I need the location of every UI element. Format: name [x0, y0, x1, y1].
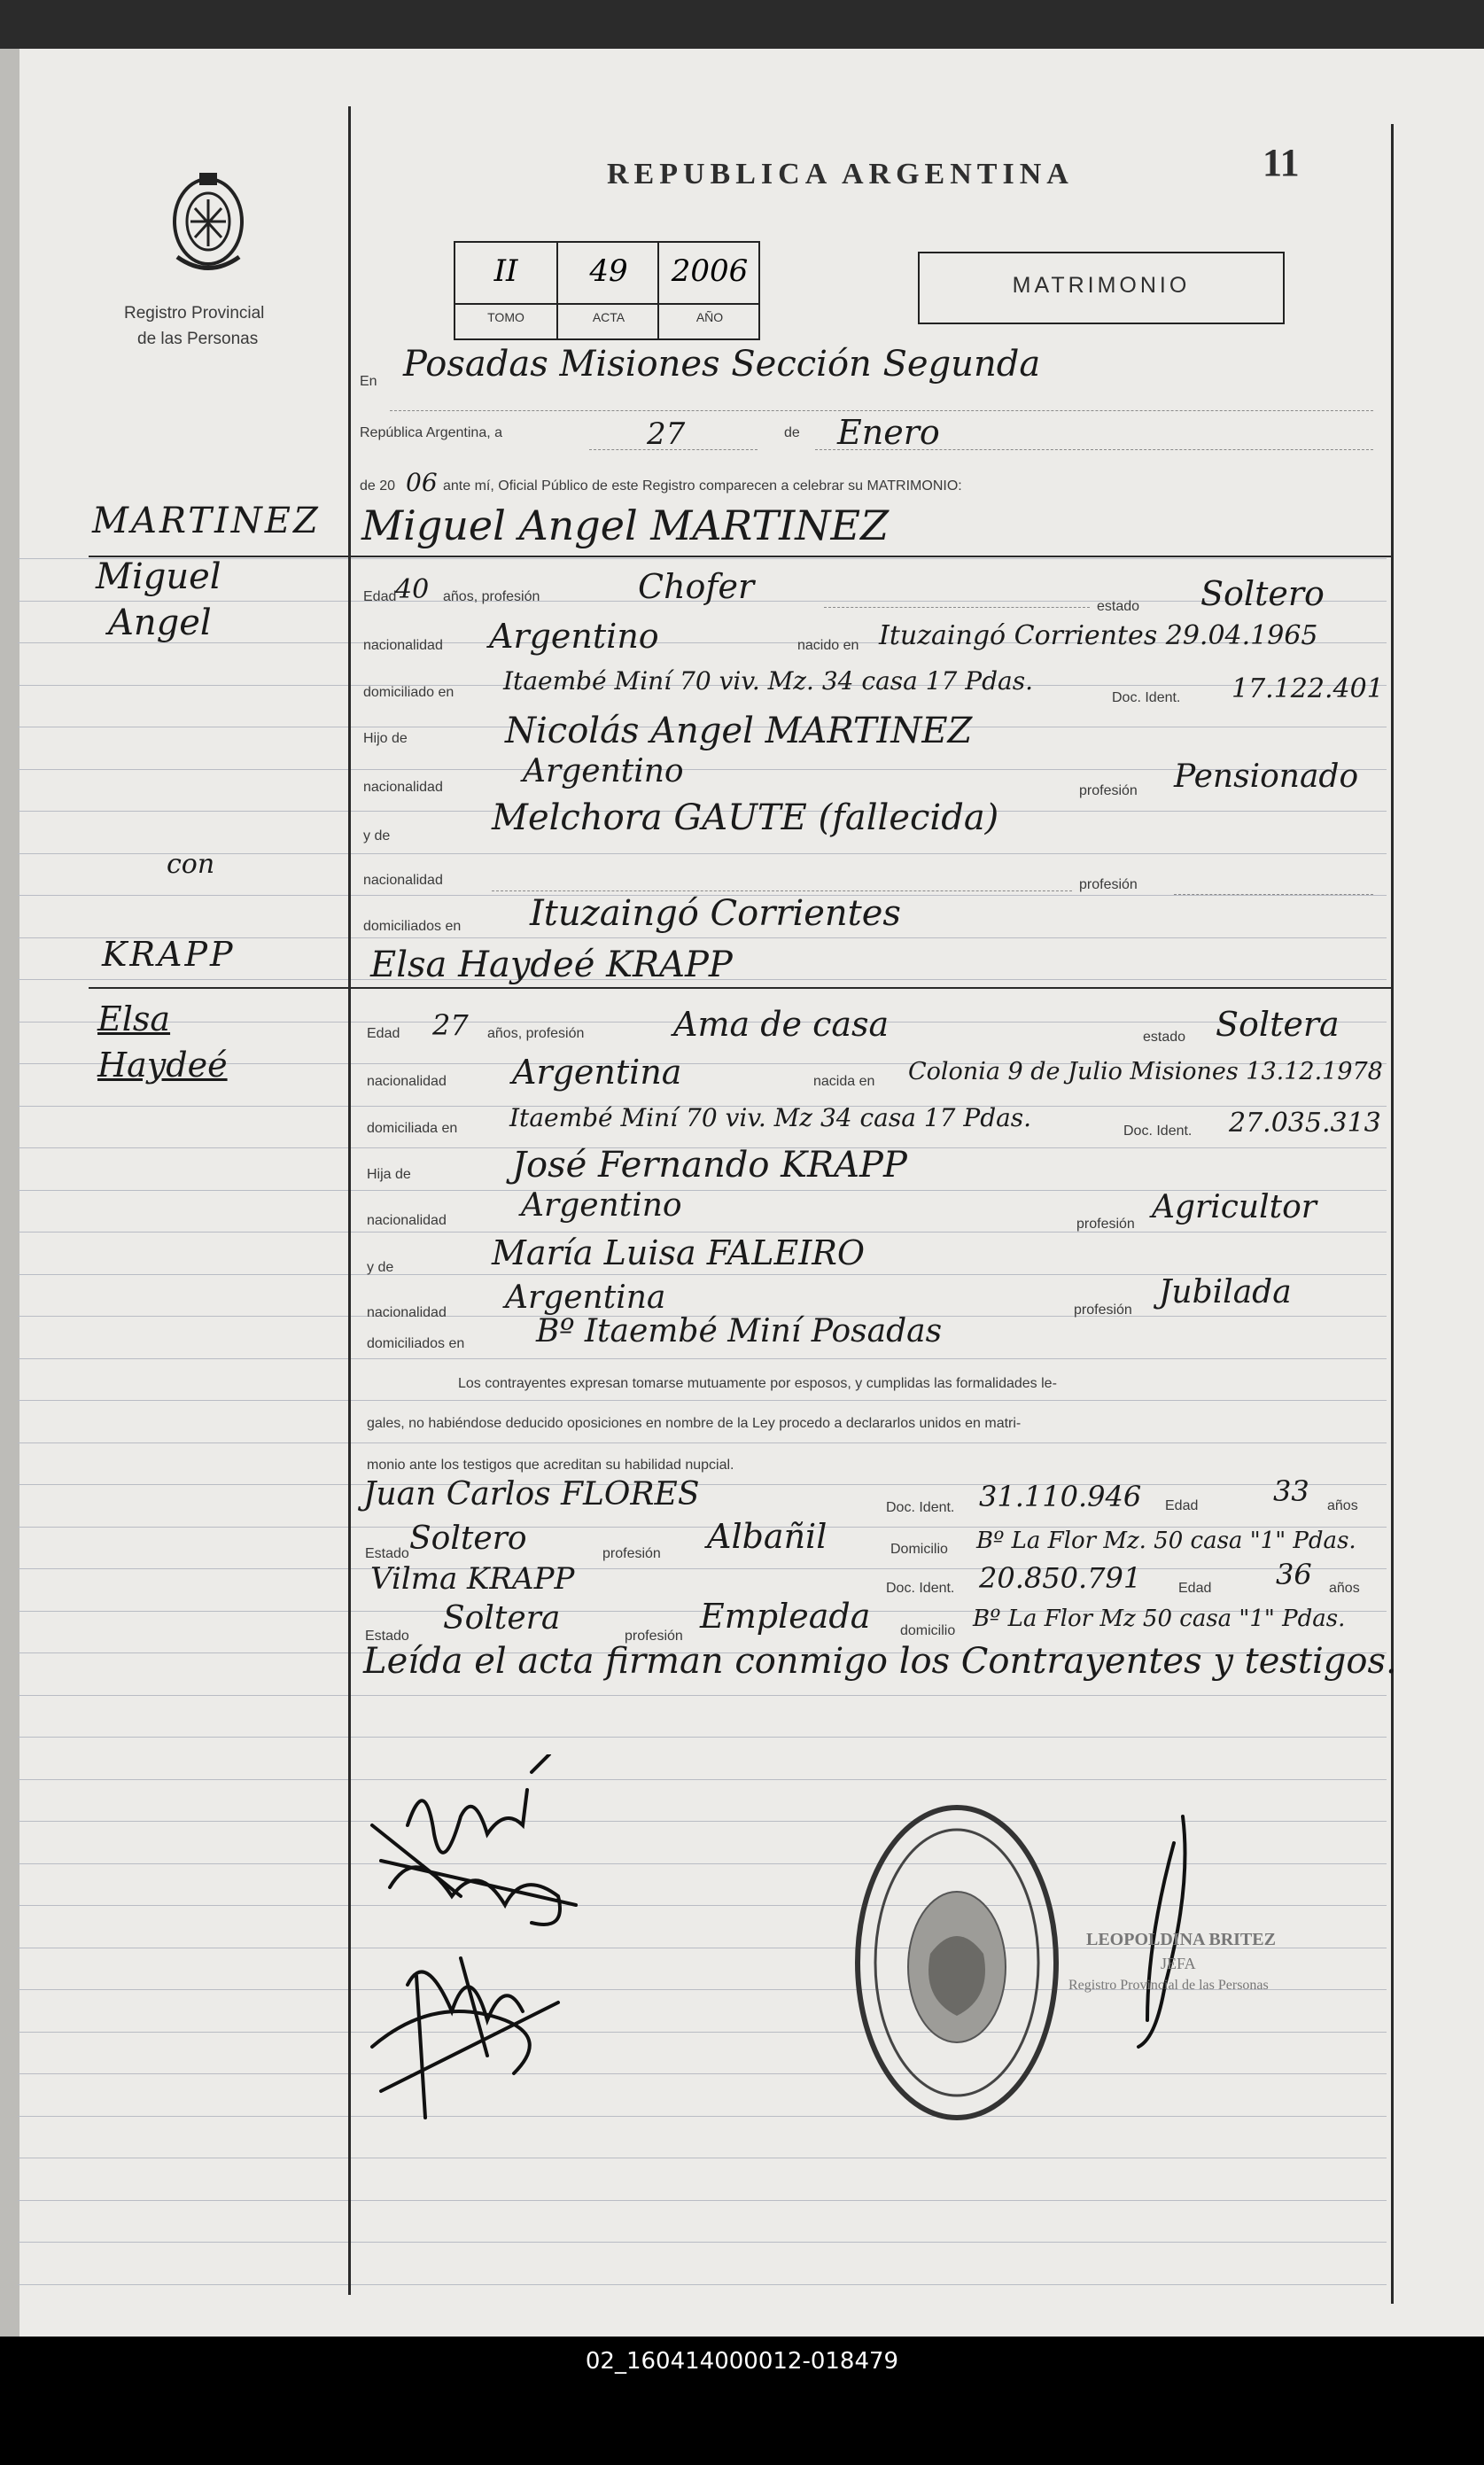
- opening-statement: ante mí, Oficial Público de este Registro comparecen a celebrar su MATRIMONIO:: [443, 478, 962, 494]
- registry-name-line1: Registro Provincial: [124, 304, 265, 323]
- margin-bride-given2: Haydeé: [97, 1046, 228, 1085]
- ref-cell-año: [657, 243, 760, 338]
- bride-father-nationality: Argentino: [521, 1187, 682, 1224]
- groom-father-prof-label: profesión: [1079, 783, 1138, 798]
- page-number: 11: [1263, 141, 1300, 184]
- bride-hija-label: Hija de: [367, 1167, 411, 1182]
- ref-label: ACTA: [592, 310, 625, 324]
- groom-address: Itaembé Miní 70 viv. Mz. 34 casa 17 Pdas.: [503, 666, 1033, 696]
- witness1-profession: Albañil: [707, 1517, 827, 1556]
- groom-profession-line: [824, 606, 1090, 608]
- groom-nacido-label: nacido en: [797, 638, 859, 653]
- witness1-estado-label: Estado: [365, 1546, 409, 1561]
- groom-birth: Ituzaingó Corrientes 29.04.1965: [879, 620, 1318, 651]
- bride-section-top-line: [89, 987, 1391, 989]
- bride-birth: Colonia 9 de Julio Misiones 13.12.1978: [908, 1058, 1383, 1085]
- witness2-profesion-label: profesión: [625, 1629, 683, 1644]
- groom-estado-label: estado: [1097, 599, 1140, 614]
- groom-father: Nicolás Angel MARTINEZ: [505, 711, 973, 751]
- witness1-doc-id: 31.110.946: [979, 1480, 1142, 1513]
- country-title: REPUBLICA ARGENTINA: [607, 158, 1074, 191]
- place-line: [390, 409, 1373, 411]
- ref-value: 2006: [659, 243, 760, 305]
- ruled-line: [18, 1358, 1387, 1359]
- groom-mother-prof-label: profesión: [1079, 877, 1138, 892]
- groom-father-nat-label: nacionalidad: [363, 780, 443, 795]
- witness1-anos-label: años: [1327, 1498, 1358, 1513]
- republica-label: República Argentina, a: [360, 425, 502, 440]
- ruled-line: [18, 1695, 1387, 1696]
- witness1-name: Juan Carlos FLORES: [363, 1476, 700, 1512]
- en-label: En: [360, 374, 377, 389]
- groom-profesion-label: años, profesión: [443, 589, 540, 604]
- bride-domiciliados-label: domiciliados en: [367, 1336, 465, 1351]
- signatures-icon: [354, 1754, 602, 2144]
- official-name: LEOPOLDINA BRITEZ: [1086, 1930, 1276, 1949]
- groom-father-nationality: Argentino: [523, 753, 684, 789]
- witness2-profession: Empleada: [700, 1597, 871, 1636]
- bride-doc-label: Doc. Ident.: [1123, 1124, 1193, 1139]
- groom-age: 40: [395, 574, 430, 605]
- witness2-anos-label: años: [1329, 1581, 1360, 1596]
- witness2-edad-label: Edad: [1178, 1581, 1212, 1596]
- witness1-civil-status: Soltero: [409, 1520, 527, 1557]
- ruled-line: [18, 853, 1387, 854]
- registry-emblem-icon: [159, 168, 257, 284]
- ruled-line: [18, 1737, 1387, 1738]
- witness1-domicilio-label: Domicilio: [890, 1542, 948, 1557]
- groom-full-name: Miguel Angel MARTINEZ: [361, 502, 890, 549]
- doc-type-label: MATRIMONIO: [1012, 273, 1191, 298]
- doc-type-box: [918, 252, 1285, 324]
- margin-bride-surname: KRAPP: [102, 935, 236, 974]
- bride-domiciliada-label: domiciliada en: [367, 1121, 458, 1136]
- bride-nacionalidad-label: nacionalidad: [367, 1074, 447, 1089]
- bride-father-prof-label: profesión: [1076, 1217, 1135, 1232]
- margin-bride-given1: Elsa: [97, 999, 171, 1038]
- ruled-line: [18, 2073, 1387, 2074]
- bride-profesion-label: años, profesión: [487, 1026, 585, 1041]
- bride-father: José Fernando KRAPP: [512, 1145, 907, 1186]
- witness2-estado-label: Estado: [365, 1629, 409, 1644]
- bride-civil-status: Soltera: [1216, 1005, 1340, 1044]
- registry-seal-icon: [851, 1794, 1063, 2131]
- witness1-profesion-label: profesión: [602, 1546, 661, 1561]
- witness2-doc-label: Doc. Ident.: [886, 1581, 955, 1596]
- margin-divider: [348, 106, 351, 2295]
- groom-domiciliado-label: domiciliado en: [363, 685, 455, 700]
- bride-mother: María Luisa FALEIRO: [492, 1233, 865, 1272]
- margin-connector: con: [167, 849, 215, 880]
- ruled-line: [18, 1400, 1387, 1401]
- closing-statement: Leída el acta firman conmigo los Contrayentes y testigos.: [363, 1641, 1397, 1682]
- groom-civil-status: Soltero: [1200, 574, 1325, 613]
- witness2-doc-id: 20.850.791: [979, 1561, 1142, 1595]
- bride-mother-prof-label: profesión: [1074, 1302, 1132, 1318]
- groom-nacionalidad-label: nacionalidad: [363, 638, 443, 653]
- margin-groom-surname: MARTINEZ: [92, 501, 321, 541]
- groom-nationality: Argentino: [489, 617, 659, 656]
- bride-age: 27: [432, 1008, 469, 1042]
- bride-yde-label: y de: [367, 1260, 394, 1275]
- ruled-line: [18, 1568, 1387, 1569]
- ruled-line: [18, 2242, 1387, 2243]
- place-value: Posadas Misiones Sección Segunda: [403, 344, 1041, 385]
- book-spine: [0, 49, 19, 2337]
- witness2-civil-status: Soltera: [443, 1600, 561, 1637]
- ref-label: AÑO: [695, 310, 724, 324]
- bride-mother-nationality: Argentina: [505, 1279, 666, 1316]
- bride-mother-profession: Jubilada: [1159, 1274, 1292, 1310]
- ref-value: II: [455, 243, 556, 305]
- bride-nacida-label: nacida en: [813, 1074, 875, 1089]
- witness1-edad-label: Edad: [1165, 1498, 1199, 1513]
- ref-value: 49: [558, 243, 659, 305]
- bride-nationality: Argentina: [512, 1053, 682, 1092]
- bride-doc-id: 27.035.313: [1229, 1108, 1381, 1139]
- groom-section-top-line: [89, 556, 1391, 557]
- margin-groom-given1: Miguel: [96, 556, 221, 597]
- month-value: Enero: [837, 413, 940, 452]
- bride-father-profession: Agricultor: [1152, 1189, 1317, 1225]
- groom-doc-label: Doc. Ident.: [1112, 690, 1181, 705]
- official-office: Registro Provincial de las Personas: [1068, 1978, 1269, 1993]
- footer-caption: 02_160414000012-018479: [0, 2337, 1484, 2465]
- groom-domiciliados-label: domiciliados en: [363, 919, 462, 934]
- bride-profession: Ama de casa: [673, 1005, 890, 1044]
- witness1-age: 33: [1273, 1474, 1309, 1508]
- bride-father-nat-label: nacionalidad: [367, 1213, 447, 1228]
- year-prefix: de 20: [360, 478, 396, 494]
- bride-parents-address: Bº Itaembé Miní Posadas: [536, 1313, 943, 1349]
- witness2-name: Vilma KRAPP: [370, 1561, 575, 1597]
- bride-edad-label: Edad: [367, 1026, 400, 1041]
- witness2-address: Bº La Flor Mz 50 casa "1" Pdas.: [973, 1606, 1346, 1632]
- ruled-line: [18, 1442, 1387, 1443]
- groom-hijo-label: Hijo de: [363, 731, 408, 746]
- bride-estado-label: estado: [1143, 1030, 1186, 1045]
- declaration-line3: monio ante los testigos que acreditan su habilidad nupcial.: [367, 1458, 734, 1473]
- witness2-age: 36: [1276, 1558, 1312, 1591]
- ref-cell-acta: [556, 243, 659, 338]
- registry-name-line2: de las Personas: [137, 330, 259, 348]
- bride-mother-nat-label: nacionalidad: [367, 1305, 447, 1320]
- year-suffix: 06: [406, 468, 438, 497]
- bride-full-name: Elsa Haydeé KRAPP: [370, 945, 733, 985]
- ref-cell-tomo: [455, 243, 556, 338]
- margin-groom-given2: Angel: [108, 603, 212, 643]
- official-title: JEFA: [1161, 1955, 1196, 1972]
- record-reference-box: [454, 241, 760, 340]
- ruled-line: [18, 558, 1387, 559]
- declaration-line2: gales, no habiéndose deducido oposiciones en nombre de la Ley procedo a declararlos unidos en matri-: [367, 1416, 1022, 1431]
- groom-mother-nat-line: [492, 890, 1072, 891]
- day-value: 27: [647, 416, 686, 452]
- witness2-domicilio-label: domicilio: [900, 1623, 956, 1638]
- ruled-line: [18, 1484, 1387, 1485]
- witness1-address: Bº La Flor Mz. 50 casa "1" Pdas.: [976, 1528, 1356, 1554]
- witness1-doc-label: Doc. Ident.: [886, 1500, 955, 1515]
- groom-doc-id: 17.122.401: [1231, 673, 1384, 704]
- de-label: de: [784, 425, 800, 440]
- right-border: [1391, 124, 1394, 2304]
- bride-address: Itaembé Miní 70 viv. Mz 34 casa 17 Pdas.: [509, 1103, 1032, 1132]
- ruled-line: [18, 1779, 1387, 1780]
- declaration-line1: Los contrayentes expresan tomarse mutuamente por esposos, y cumplidas las formalidades le-: [458, 1376, 1057, 1391]
- groom-profession: Chofer: [638, 567, 755, 606]
- ref-label: TOMO: [487, 310, 524, 324]
- groom-parents-address: Ituzaingó Corrientes: [530, 893, 901, 934]
- ruled-line: [18, 2284, 1387, 2285]
- groom-yde-label: y de: [363, 828, 391, 844]
- groom-mother: Melchora GAUTE (fallecida): [492, 797, 999, 838]
- ruled-line: [18, 2200, 1387, 2201]
- groom-edad-label: Edad: [363, 589, 397, 604]
- groom-mother-nat-label: nacionalidad: [363, 873, 443, 888]
- groom-mother-prof-line: [1174, 893, 1373, 895]
- ruled-line: [18, 2116, 1387, 2117]
- groom-father-profession: Pensionado: [1174, 758, 1359, 795]
